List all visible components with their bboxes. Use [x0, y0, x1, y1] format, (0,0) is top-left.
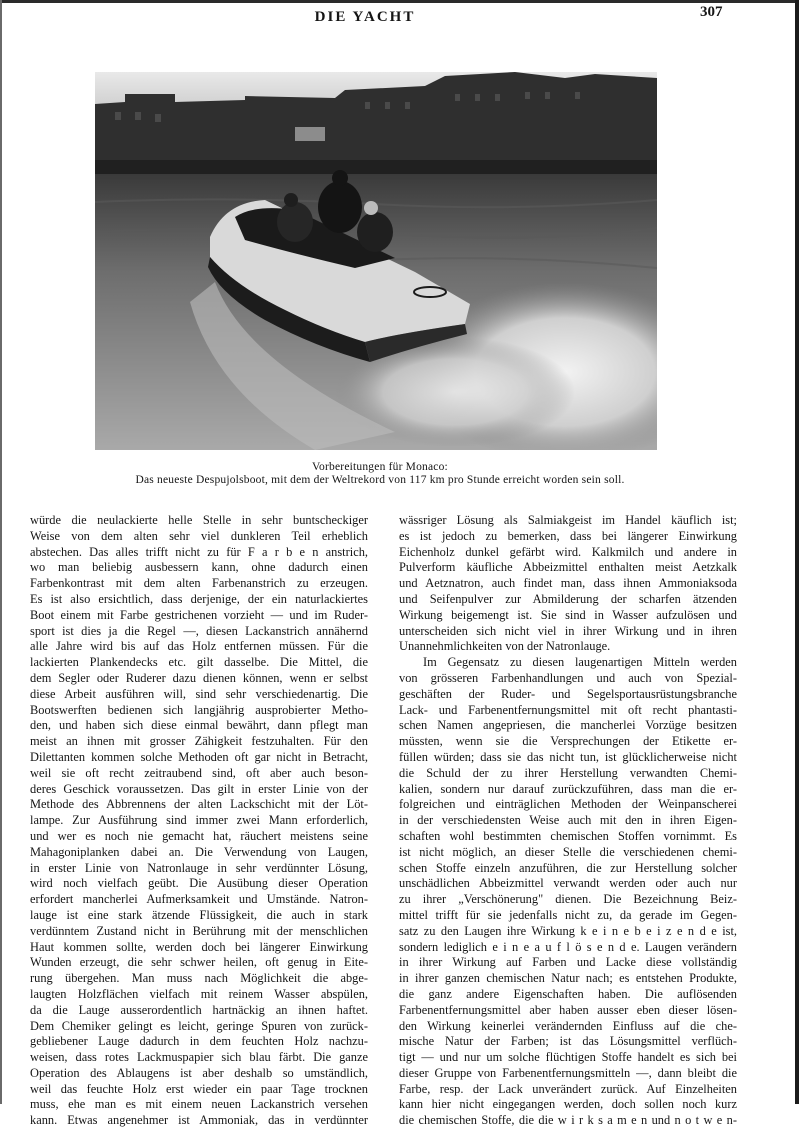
text-line: unterscheiden sich nicht viel in ihrer Wirkung und in ihren — [399, 623, 737, 638]
text-line: schaften wohl bestimmten chemischen Stoffen vornimmt. Es — [399, 828, 737, 843]
text-line: tigt — und nur um solche flüchtigen Stoffe handelt es sich bei — [399, 1050, 737, 1065]
caption-line-2: Das neueste Despujolsboot, mit dem der Weltrekord von 117 km pro Stunde erreicht worden sein soll. — [135, 474, 625, 486]
text-line: und wer es noch nie gemacht hat, räuchert meistens seine — [30, 828, 368, 843]
text-line: Mahagoniplanken dabei an. Die Verwendung von Laugen, — [30, 844, 368, 859]
text-line: es ist jedoch zu bemerken, dass bei längerer Einwirkung — [399, 528, 737, 543]
text-line: Operation des Ablaugens ist aber deshalb so umständlich, — [30, 1065, 368, 1080]
text-line: dem Segler oder Ruderer dazu dienen können, wenn er selbst — [30, 670, 368, 685]
text-line: in ihrer ganzen chemischen Natur nach; es entstehen Produkte, — [399, 971, 737, 986]
text-line: abstechen. Das alles trifft nicht zu für F a r b e n anstrich, — [30, 544, 368, 559]
text-line: lampe. Zur Ausführung sind immer zwei Mann erforderlich, — [30, 813, 368, 828]
text-line: unschädlichen Abbeizmittel verwandt werden oder auch nur — [399, 876, 737, 891]
left-page-edge — [0, 0, 2, 1104]
text-line: in ihrer Wirkung auf Farben und Lacke diese vollständig — [399, 955, 737, 970]
text-line: schen Stoffe einzeln anzuführen, die zur Herstellung solcher — [399, 860, 737, 875]
text-line: Wunden erzeugt, die sehr schwer heilen, oft genug in Eite- — [30, 955, 368, 970]
text-line: die chemischen Stoffe, die die w i r k s a m e n und n o t w e n- — [399, 1113, 737, 1128]
text-line: schen Namen angepriesen, die mancherlei Vorzüge besitzen — [399, 718, 737, 733]
text-line: meist an ihnen mit grosser Zähigkeit festzuhalten. Für den — [30, 734, 368, 749]
text-line: weil sie oft recht zeitraubend sind, oft aber auch beson- — [30, 765, 368, 780]
text-line: erfordert mancherlei Aufmerksamkeit und Umstände. Natron- — [30, 892, 368, 907]
text-line: kalien, sondern nur darauf zurückzuführen, dass man die er- — [399, 781, 737, 796]
text-line: in erster Linie von Natronlauge in sehr verdünnter Lösung, — [30, 860, 368, 875]
text-line: Bootswerften bedienen sich langjährig ausprobierter Metho- — [30, 702, 368, 717]
text-line: rung übergehen. Man muss nach Möglichkeit die abge- — [30, 971, 368, 986]
text-line: Farbenentfernungsmittel aber haben ausser eben dieser lösen- — [399, 1002, 737, 1017]
text-line: mittel trifft für sie jedenfalls nicht zu, da gerade im Gegen- — [399, 907, 737, 922]
text-line: muss, ehe man es mit einem neuen Lackanstrich versehen — [30, 1097, 368, 1112]
text-line: laugten Holzflächen vielfach mit reinem Wasser abspülen, — [30, 986, 368, 1001]
speedboat-photo — [95, 72, 657, 450]
text-line: ist nicht möglich, an dieser Stelle die verschiedenen chemi- — [399, 844, 737, 859]
text-line: Farbe, resp. der Lack unverändert zurück. Auf Einzelheiten — [399, 1081, 737, 1096]
text-line: und Seifenpulver zur Abmilderung der scharfen ätzenden — [399, 591, 737, 606]
running-title: DIE YACHT — [314, 9, 416, 25]
right-page-edge — [795, 0, 799, 1104]
text-line: und Aetznatron, auch findet man, dass ihnen Ammoniaksoda — [399, 576, 737, 591]
text-line: dieser Gruppe von Farbenentfernungsmitteln —, dann bleibt die — [399, 1065, 737, 1080]
text-line: Lack- und Farbenentfernungsmittel mit oft recht phantasti- — [399, 702, 737, 717]
text-line: mische Natur der Farben; ist das Lösungsmittel verflüch- — [399, 1034, 737, 1049]
text-line: verdünntem Zustand nicht in Berührung mit der menschlichen — [30, 923, 368, 938]
text-line: wird noch vielfach geübt. Die Ausübung dieser Operation — [30, 876, 368, 891]
text-line: den Wirkung keinerlei verändernden Einfluss auf die che- — [399, 1018, 737, 1033]
text-line: Eichenholz dunkel gefärbt wird. Kalkmilch und andere in — [399, 544, 737, 559]
text-line: da die Lauge ausserordentlich hartnäckig an ihnen haftet. — [30, 1002, 368, 1017]
text-line: Unannehmlichkeiten von der Natronlauge. — [399, 639, 611, 654]
text-line: gebliebener Lauge dadurch in dem feuchten Holz nachzu- — [30, 1034, 368, 1049]
page-number: 307 — [700, 4, 723, 20]
text-line: müssten, wenn sie die Versprechungen der Etikette er- — [399, 734, 737, 749]
text-line: von grösseren Farbenhandlungen und auch von Spezial- — [399, 670, 737, 685]
text-line: kann hier nicht eingegangen werden, doch sollen noch kurz — [399, 1097, 737, 1112]
caption-line-1: Vorbereitungen für Monaco: — [312, 461, 448, 473]
text-line: füllen würden; dass sie das nicht tun, ist glücklicherweise nicht — [399, 749, 737, 764]
text-line: Es ist also ersichtlich, dass derjenige, der ein naturlackiertes — [30, 591, 368, 606]
text-line: weil das feuchte Holz erst wieder ein paar Tage trocknen — [30, 1081, 368, 1096]
text-line: sport ist dies ja die Regel —, diesen Lackanstrich annähernd — [30, 623, 368, 638]
text-line: weisen, dass rotes Lackmuspapier sich blau färbt. Die ganze — [30, 1050, 368, 1065]
top-border — [0, 0, 799, 3]
text-line: die ganz andere Eigenschaften haben. Die auflösenden — [399, 986, 737, 1001]
text-line: Pulverform käufliche Abbeizmittel enthalten meist Aetzkalk — [399, 560, 737, 575]
text-line: lackierten Plankendecks etc. gilt dasselbe. Die Mittel, die — [30, 655, 368, 670]
left-text-column — [30, 513, 368, 1129]
text-line: Im Gegensatz zu diesen laugenartigen Mitteln werden — [423, 655, 737, 670]
text-line: zu ihrer „Verschönerung" dienen. Die Bezeichnung Beiz- — [399, 892, 737, 907]
text-line: Methode des Abbrennens der alten Lackschicht mit der Löt- — [30, 797, 368, 812]
text-line: Dem Chemiker gelingt es leicht, geringe Spuren von zurück- — [30, 1018, 368, 1033]
text-line: diese Arbeit ausführen will, sind sehr verschiedenartig. Die — [30, 686, 368, 701]
text-line: Boot einem mit Farbe gestrichenen vorzieht — und im Ruder- — [30, 607, 368, 622]
text-line: wo man beliebig ausbessern kann, ohne dadurch einen — [30, 560, 368, 575]
text-line: Farbenkontrast mit dem alten Farbenanstrich zu erzeugen. — [30, 576, 368, 591]
text-line: Dilettanten kommen solche Methoden oft gar nicht in Betracht, — [30, 749, 368, 764]
text-line: Wirkung beigemengt ist. Sie sind in Wasser aufzulösen und — [399, 607, 737, 622]
figure-caption — [100, 461, 660, 487]
right-text-column — [399, 513, 737, 1129]
text-line: deres Geschick voraussetzen. Das gilt in erster Linie von der — [30, 781, 368, 796]
text-line: den, und haben sich diese einmal bewährt, dann pflegt man — [30, 718, 368, 733]
text-line: alle Jahre wird bis auf das Holz entfernen müssen. Für die — [30, 639, 368, 654]
text-line: satz zu den Laugen ihre Wirkung k e i n e b e i z e n d e ist, — [399, 923, 737, 938]
text-line: Haut kommen sollte, werden doch bei längerer Einwirkung — [30, 939, 368, 954]
text-line: geschäften der Ruder- und Segelsportausrüstungsbranche — [399, 686, 737, 701]
text-line: wässriger Lösung als Salmiakgeist im Handel käuflich ist; — [399, 513, 737, 527]
text-line: würde die neulackierte helle Stelle in sehr buntscheckiger — [30, 513, 368, 527]
text-line: Weise von dem alten sehr viel dunkleren Teil erheblich — [30, 528, 368, 543]
text-line: lauge ist eine stark ätzende Flüssigkeit, die auch in stark — [30, 907, 368, 922]
text-line: kann. Etwas angenehmer ist Ammoniak, das in verdünnter — [30, 1113, 368, 1128]
text-line: die Schuld der zu ihrer Herstellung verwandten Chemi- — [399, 765, 737, 780]
text-line: folgreichen und einträglichen Methoden der Weinpanscherei — [399, 797, 737, 812]
text-line: sondern lediglich e i n e a u f l ö s e n d e. Laugen verändern — [399, 939, 737, 954]
text-line: in der verschiedensten Weise auch mit den in ihren Eigen- — [399, 813, 737, 828]
